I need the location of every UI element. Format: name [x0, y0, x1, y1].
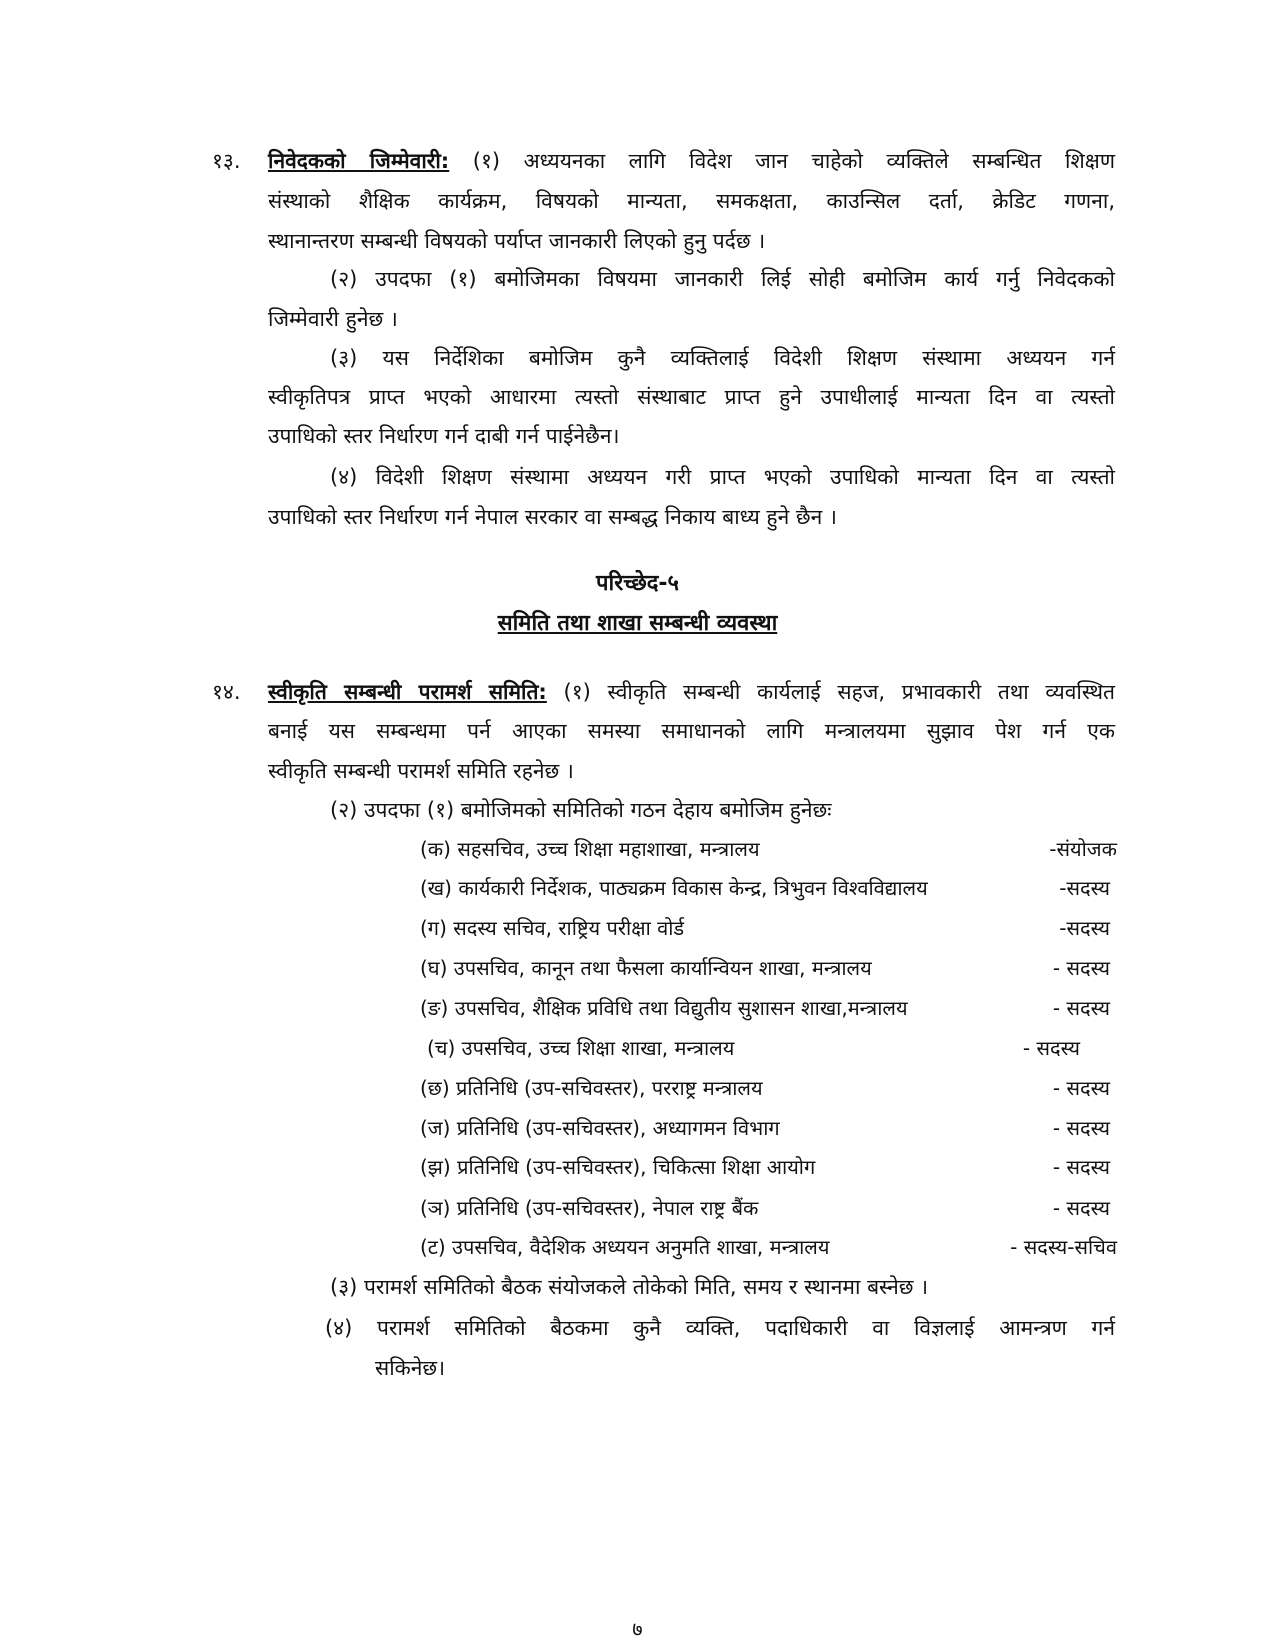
member-role: -संयोजक: [1049, 837, 1117, 861]
section-13-heading: निवेदकको जिम्मेवारी:: [268, 149, 450, 173]
section-13-para-4-line-2: उपाधिको स्तर निर्धारण गर्न नेपाल सरकार वा सम्बद्ध निकाय बाध्य हुने छैन ।: [268, 505, 837, 529]
section-13-para-3-line-2: स्वीकृतिपत्र प्राप्त भएको आधारमा त्यस्तो संस्थाबाट प्राप्त हुने उपाधीलाई मान्यता दिन वा त्यस्तो: [268, 385, 1115, 409]
member-label: (ट) उपसचिव, वैदेशिक अध्ययन अनुमति शाखा, मन्त्रालय: [420, 1235, 830, 1259]
section-13-number: १३.: [212, 149, 241, 173]
member-label: (ख) कार्यकारी निर्देशक, पाठ्यक्रम विकास केन्द्र, त्रिभुवन विश्वविद्यालय: [420, 876, 928, 900]
member-role: - सदस्य: [1052, 956, 1110, 980]
member-label: (झ) प्रतिनिधि (उप-सचिवस्तर), चिकित्सा शिक्षा आयोग: [420, 1155, 816, 1179]
member-label: (घ) उपसचिव, कानून तथा फैसला कार्यान्वियन शाखा, मन्त्रालय: [420, 956, 872, 980]
member-role: - सदस्य: [1052, 1196, 1110, 1220]
section-13-line-1: (१) अध्ययनका लागि विदेश जान चाहेको व्यक्तिले सम्बन्धित शिक्षण: [472, 149, 1115, 173]
member-role: -सदस्य: [1059, 876, 1110, 900]
member-role: -सदस्य: [1059, 916, 1110, 940]
member-label: (ज) प्रतिनिधि (उप-सचिवस्तर), अध्यागमन विभाग: [420, 1116, 780, 1140]
member-role: - सदस्य: [1052, 1116, 1110, 1140]
section-14-first-line: [268, 677, 1115, 707]
section-13-line-3: स्थानान्तरण सम्बन्धी विषयको पर्याप्त जानकारी लिएको हुनु पर्दछ ।: [268, 229, 766, 253]
member-role: - सदस्य-सचिव: [1010, 1235, 1117, 1259]
section-14-line-2: बनाई यस सम्बन्धमा पर्न आएका समस्या समाधानको लागि मन्त्रालयमा सुझाव पेश गर्न एक: [268, 719, 1115, 743]
section-13-para-2-line-2: जिम्मेवारी हुनेछ ।: [268, 307, 398, 331]
section-13-para-4-line-1: (४) विदेशी शिक्षण संस्थामा अध्ययन गरी प्राप्त भएको उपाधिको मान्यता दिन वा त्यस्तो: [330, 465, 1115, 489]
section-14-para-2: (२) उपदफा (१) बमोजिमको समितिको गठन देहाय बमोजिम हुनेछः: [330, 798, 832, 822]
section-14-para-4-line-2: सकिनेछ।: [375, 1356, 446, 1380]
member-label: (ग) सदस्य सचिव, राष्ट्रिय परीक्षा वोर्ड: [420, 916, 685, 940]
page-number: ७: [632, 1617, 643, 1641]
section-14-line-3: स्वीकृति सम्बन्धी परामर्श समिति रहनेछ ।: [268, 759, 574, 783]
member-role: - सदस्य: [1052, 1076, 1110, 1100]
member-role: - सदस्य: [1022, 1036, 1080, 1060]
chapter-title: समिति तथा शाखा सम्बन्धी व्यवस्था: [497, 611, 778, 636]
member-role: - सदस्य: [1052, 1155, 1110, 1179]
member-label: (च) उपसचिव, उच्च शिक्षा शाखा, मन्त्रालय: [427, 1036, 735, 1060]
section-13-line-2: संस्थाको शैक्षिक कार्यक्रम, विषयको मान्यता, समकक्षता, काउन्सिल दर्ता, क्रेडिट गणना,: [268, 189, 1115, 213]
member-role: - सदस्य: [1052, 996, 1110, 1020]
section-14-para-4-line-1: (४) परामर्श समितिको बैठकमा कुनै व्यक्ति, पदाधिकारी वा विज्ञलाई आमन्त्रण गर्न: [325, 1316, 1115, 1340]
member-label: (छ) प्रतिनिधि (उप-सचिवस्तर), परराष्ट्र मन्त्रालय: [420, 1076, 763, 1100]
chapter-number: परिच्छेद-५: [596, 571, 679, 596]
section-14-number: १४.: [212, 680, 241, 704]
member-label: (क) सहसचिव, उच्च शिक्षा महाशाखा, मन्त्रालय: [420, 837, 760, 861]
section-14-heading: स्वीकृति सम्बन्धी परामर्श समिति:: [268, 680, 547, 704]
section-14-para-3: (३) परामर्श समितिको बैठक संयोजकले तोकेको मिति, समय र स्थानमा बस्नेछ ।: [330, 1275, 929, 1299]
section-13-first-line: [268, 146, 1115, 176]
member-label: (ङ) उपसचिव, शैक्षिक प्रविधि तथा विद्युतीय सुशासन शाखा,मन्त्रालय: [420, 996, 908, 1020]
section-14-line-1: (१) स्वीकृति सम्बन्धी कार्यलाई सहज, प्रभावकारी तथा व्यवस्थित: [563, 680, 1115, 704]
member-label: (ञ) प्रतिनिधि (उप-सचिवस्तर), नेपाल राष्ट्र बैंक: [420, 1196, 759, 1220]
section-13-para-3-line-1: (३) यस निर्देशिका बमोजिम कुनै व्यक्तिलाई विदेशी शिक्षण संस्थामा अध्ययन गर्न: [330, 346, 1115, 370]
section-13-para-2-line-1: (२) उपदफा (१) बमोजिमका विषयमा जानकारी लिई सोही बमोजिम कार्य गर्नु निवेदकको: [330, 267, 1115, 291]
section-13-para-3-line-3: उपाधिको स्तर निर्धारण गर्न दाबी गर्न पाईनेछैन।: [268, 424, 620, 448]
